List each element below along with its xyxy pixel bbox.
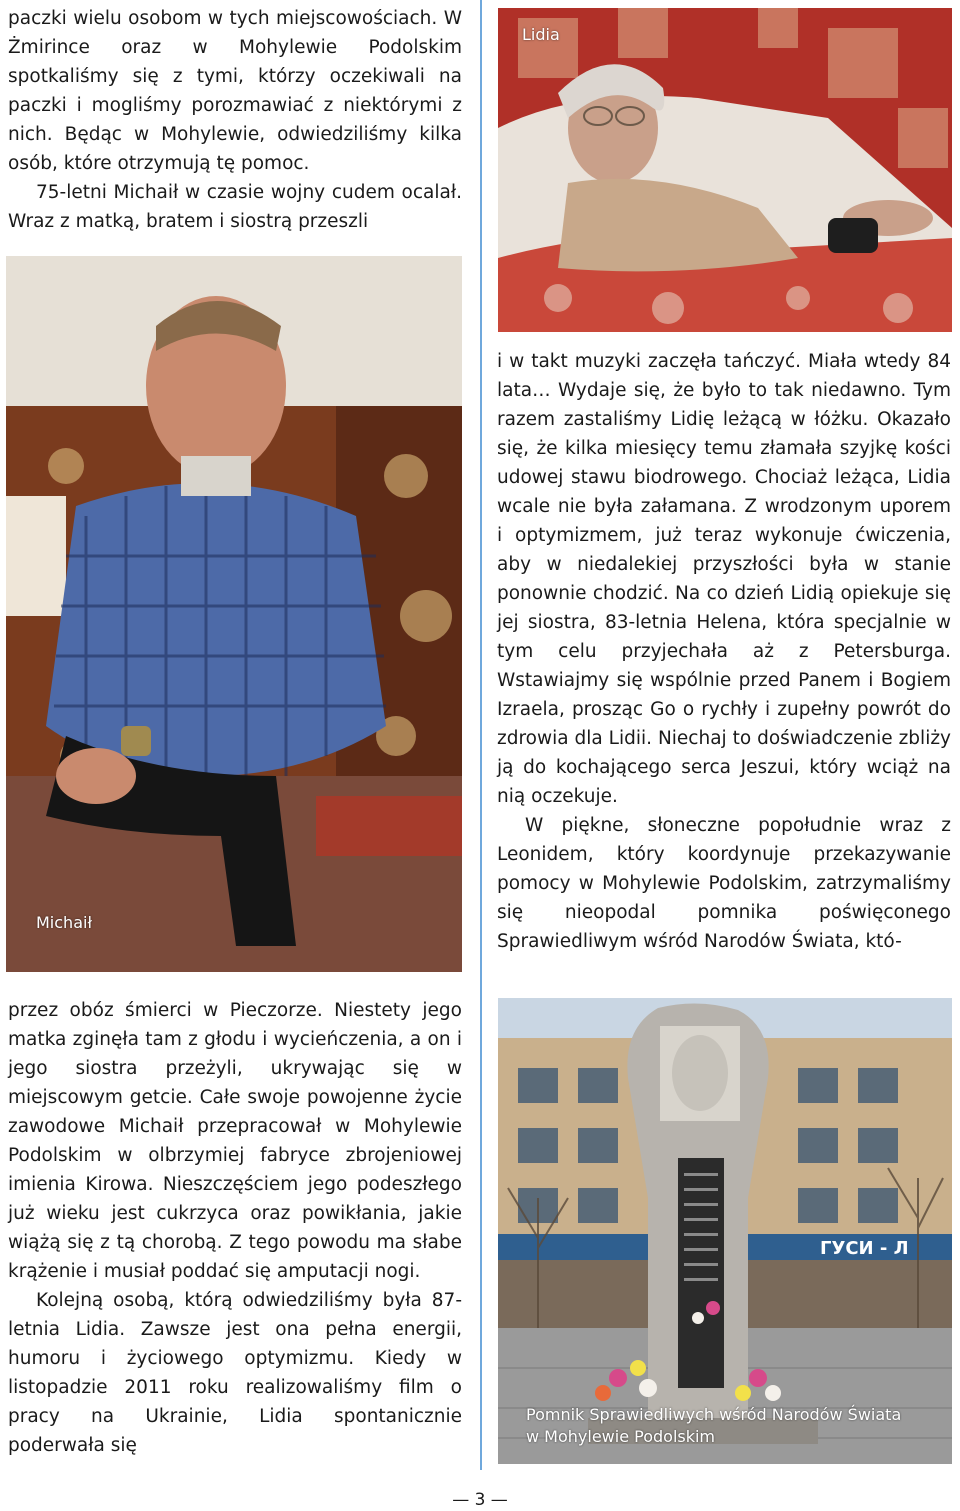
michail-caption: Michaił bbox=[36, 913, 92, 932]
page-number: — 3 — bbox=[452, 1490, 508, 1510]
monument-photo bbox=[498, 998, 952, 1464]
lidia-caption: Lidia bbox=[522, 25, 560, 44]
right-column-text bbox=[497, 347, 951, 956]
paragraph: i w takt muzyki zaczęła tańczyć. Miała wtedy 84 lata… Wydaje się, że było to tak niedawno. Tym razem zastaliśmy Lidię leżącą w łóżku. Okazało się, że kilka miesięcy temu złamała szyjkę kości udowej stawu biodrowego. Chociaż leżąca, Lidia wcale nie była załamana. Z wrodzonym uporem i optymizmem, już teraz wykonuje ćwiczenia, aby w niedalekiej przyszłości była w stanie ponownie chodzić. Na co dzień Lidią opiekuje się jej siostra, 83-letnia Helena, która specjalnie w tym celu przyjechała aż z Petersburga. Wstawiajmy się wspólnie przed Panem i Bogiem Izraela, prosząc Go o rychły i zupełny powrót do zdrowia dla Lidii. Niechaj to doświadczenie zbliży ją do kochającego serca Jeszui, który wciąż na nią oczekuje. bbox=[497, 351, 951, 807]
column-divider bbox=[480, 0, 482, 1470]
paragraph: 75-letni Michaił w czasie wojny cudem ocalał. Wraz z matką, bratem i siostrą przeszli bbox=[8, 182, 462, 232]
paragraph: paczki wielu osobom w tych miejscowościach. W Żmirince oraz w Mohylewie Podolskim spotkaliśmy się z tymi, którzy oczekiwali na paczki i mogliśmy porozmawiać z niektórymi z nich. Będąc w Mohylewie, odwiedziliśmy kilka osób, które otrzymują tę pomoc. bbox=[8, 8, 462, 174]
left-column-bottom-text bbox=[8, 996, 462, 1460]
paragraph: przez obóz śmierci w Pieczorze. Niestety jego matka zginęła tam z głodu i wycieńczenia, a on i jego siostra przeżyli, ukrywając się w miejscowym getcie. Całe swoje powojenne życie zawodowe Michaił przepracował w Mohylewie Podolskim w olbrzymiej fabryce zbrojeniowej imienia Kirowa. Nieszczęściem jego podeszłego już wieku jest cukrzyca oraz powikłania, jakie wiążą się z tą chorobą. Z tego powodu ma słabe krążenie i musiał poddać się amputacji nogi. bbox=[8, 1000, 462, 1282]
michail-photo bbox=[6, 256, 462, 972]
monument-caption-line: Pomnik Sprawiedliwych wśród Narodów Świata bbox=[526, 1405, 902, 1424]
monument-sign-text: ГУСИ - Л bbox=[820, 1238, 909, 1259]
lidia-photo bbox=[498, 8, 952, 332]
left-column-top-text bbox=[8, 4, 462, 236]
monument-photo-illustration bbox=[498, 998, 952, 1464]
monument-caption-line: w Mohylewie Podolskim bbox=[526, 1427, 716, 1446]
paragraph: Kolejną osobą, którą odwiedziliśmy była 87-letnia Lidia. Zawsze jest ona pełna energii, humoru i życiowego optymizmu. Kiedy w listopadzie 2011 roku realizowaliśmy film o pracy na Ukrainie, Lidia spontanicznie poderwała się bbox=[8, 1290, 462, 1456]
michail-photo-illustration bbox=[6, 256, 462, 972]
lidia-photo-illustration bbox=[498, 8, 952, 332]
monument-caption bbox=[526, 1404, 901, 1448]
paragraph: W piękne, słoneczne popołudnie wraz z Leonidem, który koordynuje przekazywanie pomocy w Mohylewie Podolskim, zatrzymaliśmy się nieopodal pomnika poświęconego Sprawiedliwym wśród Narodów Świata, któ- bbox=[497, 815, 951, 952]
